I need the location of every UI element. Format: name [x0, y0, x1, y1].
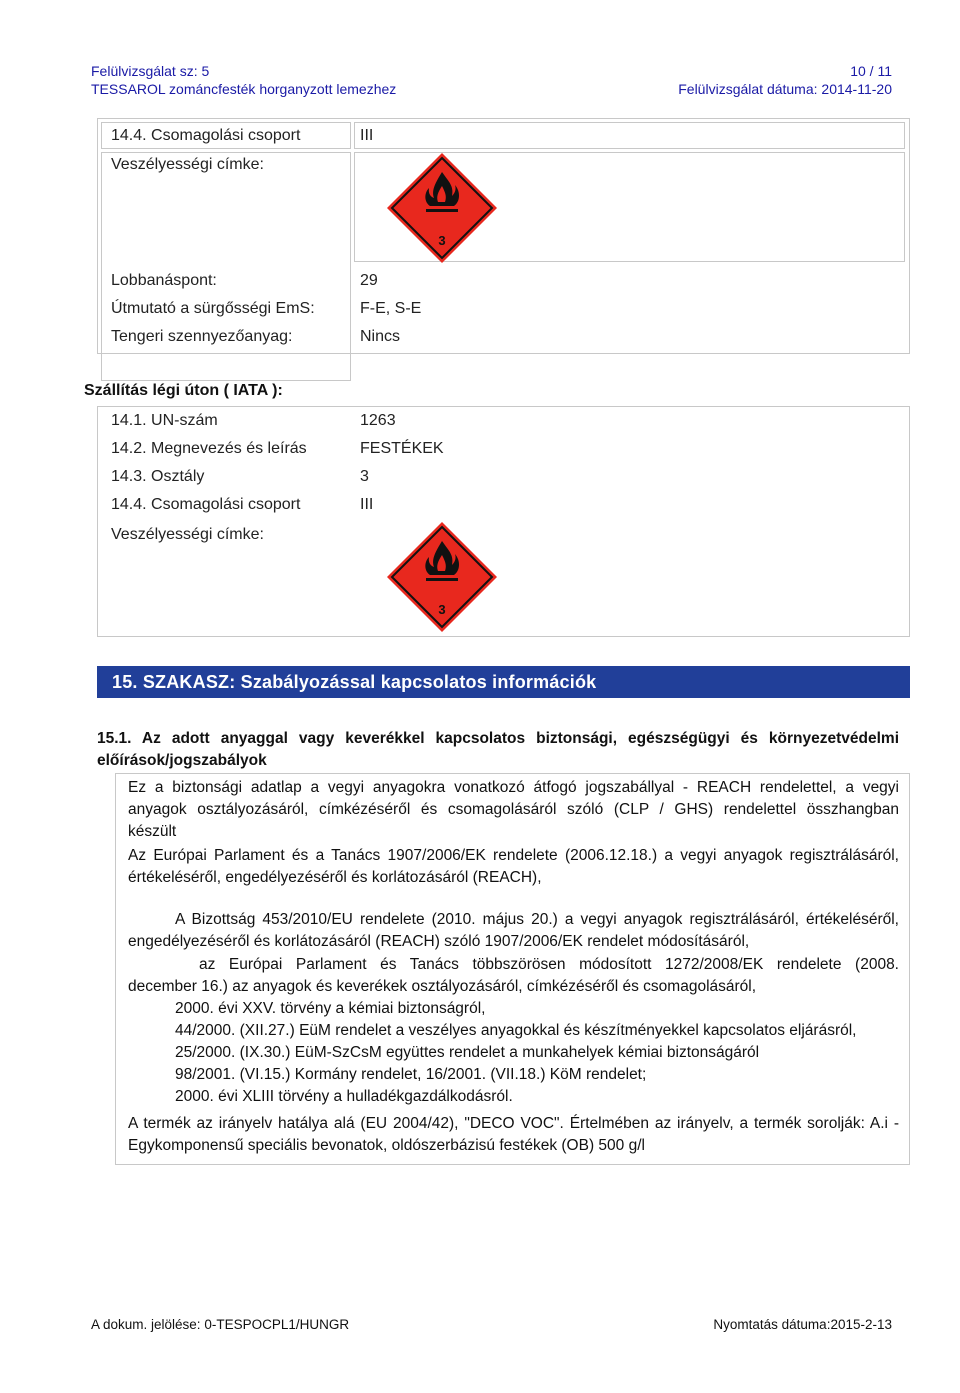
air-transport-heading: Szállítás légi úton ( IATA ):	[84, 382, 283, 399]
reg-line-2: anyagok osztályozásáról, címkézéséről és csomagolásáról szóló (CLP / GHS) rendelettel összhangban	[128, 801, 899, 818]
sea-packing-group-label: 14.4. Csomagolási csoport	[111, 127, 301, 144]
reg-line-7: engedélyezéséről és korlátozásáról (REACH) szóló 1907/2006/EK rendelet módosításáról,	[128, 933, 750, 950]
flash-point-label: Lobbanáspont:	[111, 272, 217, 289]
reg-line-14: 2000. évi XLIII törvény a hulladékgazdálkodásról.	[175, 1088, 513, 1105]
reg-line-16: Egykomponensű speciális bevonatok, oldószerbázisú festékek (OB) 500 g/l	[128, 1137, 645, 1154]
air-un-label: 14.1. UN-szám	[111, 412, 218, 429]
pictogram-class-number: 3	[438, 602, 446, 617]
ems-value: F-E, S-E	[360, 300, 422, 317]
sea-hazard-label-label: Veszélyességi címke:	[111, 156, 264, 173]
air-hazard-label-label: Veszélyességi címke:	[111, 526, 264, 543]
air-class-value: 3	[360, 468, 369, 485]
flammable-liquid-pictogram-air	[386, 521, 498, 633]
reg-line-8: az Európai Parlament és Tanács többszörösen módosított 1272/2008/EK rendelete (2008.	[199, 956, 899, 973]
reg-line-10: 2000. évi XXV. törvény a kémiai biztonságról,	[175, 1000, 486, 1017]
air-class-label: 14.3. Osztály	[111, 468, 205, 485]
reg-line-11: 44/2000. (XII.27.) EüM rendelet a veszélyes anyagokkal és készítményekkel kapcsolatos eljárásról,	[175, 1022, 857, 1039]
reg-line-6: A Bizottság 453/2010/EU rendelete (2010. május 20.) a vegyi anyagok regisztrálásáról, értékeléséről,	[175, 911, 899, 928]
reg-line-15: A termék az irányelv hatálya alá (EU 2004/42), "DECO VOC". Értelmében az irányelv, a termék sorolják: A.i -	[128, 1115, 899, 1132]
sea-packing-group-value: III	[360, 127, 374, 144]
air-packing-group-label: 14.4. Csomagolási csoport	[111, 496, 301, 513]
section-15-title: 15. SZAKASZ: Szabályozással kapcsolatos információk	[97, 666, 910, 698]
product-name: TESSAROL zománcfesték horganyzott lemezhez	[91, 81, 397, 97]
ems-label: Útmutató a sürgősségi EmS:	[111, 300, 315, 317]
revision-number: Felülvizsgálat sz: 5	[91, 63, 210, 79]
section-15-1-subtitle: 15.1. Az adott anyaggal vagy keverékkel kapcsolatos biztonsági, egészségügyi és környezetvédelmi	[97, 730, 899, 747]
pictogram-class-number: 3	[438, 233, 446, 248]
marine-pollutant-value: Nincs	[360, 328, 401, 345]
reg-line-4: Az Európai Parlament és a Tanács 1907/2006/EK rendelete (2006.12.18.) a vegyi anyagok regisztrálásáról,	[128, 847, 899, 864]
marine-pollutant-label: Tengeri szennyezőanyag:	[111, 328, 293, 345]
document-id: A dokum. jelölése: 0-TESPOCPL1/HUNGR	[91, 1317, 350, 1332]
page-number: 10 / 11	[850, 63, 892, 79]
air-name-label: 14.2. Megnevezés és leírás	[111, 440, 307, 457]
print-date: Nyomtatás dátuma:2015-2-13	[713, 1317, 892, 1332]
flammable-liquid-pictogram	[386, 152, 498, 264]
reg-line-9: december 16.) az anyagok és keverékek osztályozásáról, címkézéséről és csomagolásáról,	[128, 978, 757, 995]
flash-point-value: 29	[360, 272, 378, 289]
reg-line-13: 98/2001. (VI.15.) Kormány rendelet, 16/2001. (VII.18.) KöM rendelet;	[175, 1066, 647, 1083]
air-packing-group-value: III	[360, 496, 374, 513]
reg-line-1: Ez a biztonsági adatlap a vegyi anyagokra vonatkozó átfogó jogszabállyal - REACH rendelettel, a vegyi	[128, 779, 899, 796]
revision-date: Felülvizsgálat dátuma: 2014-11-20	[678, 81, 892, 97]
reg-line-12: 25/2000. (IX.30.) EüM-SzCsM együttes rendelet a munkahelyek kémiai biztonságáról	[175, 1044, 760, 1061]
air-un-value: 1263	[360, 412, 396, 429]
reg-line-5: értékeléséről, engedélyezéséről és korlátozásáról (REACH),	[128, 869, 542, 886]
section-15-1-subtitle-cont: előírások/jogszabályok	[97, 752, 267, 769]
air-name-value: FESTÉKEK	[360, 440, 444, 457]
reg-line-3: készült	[128, 823, 177, 840]
